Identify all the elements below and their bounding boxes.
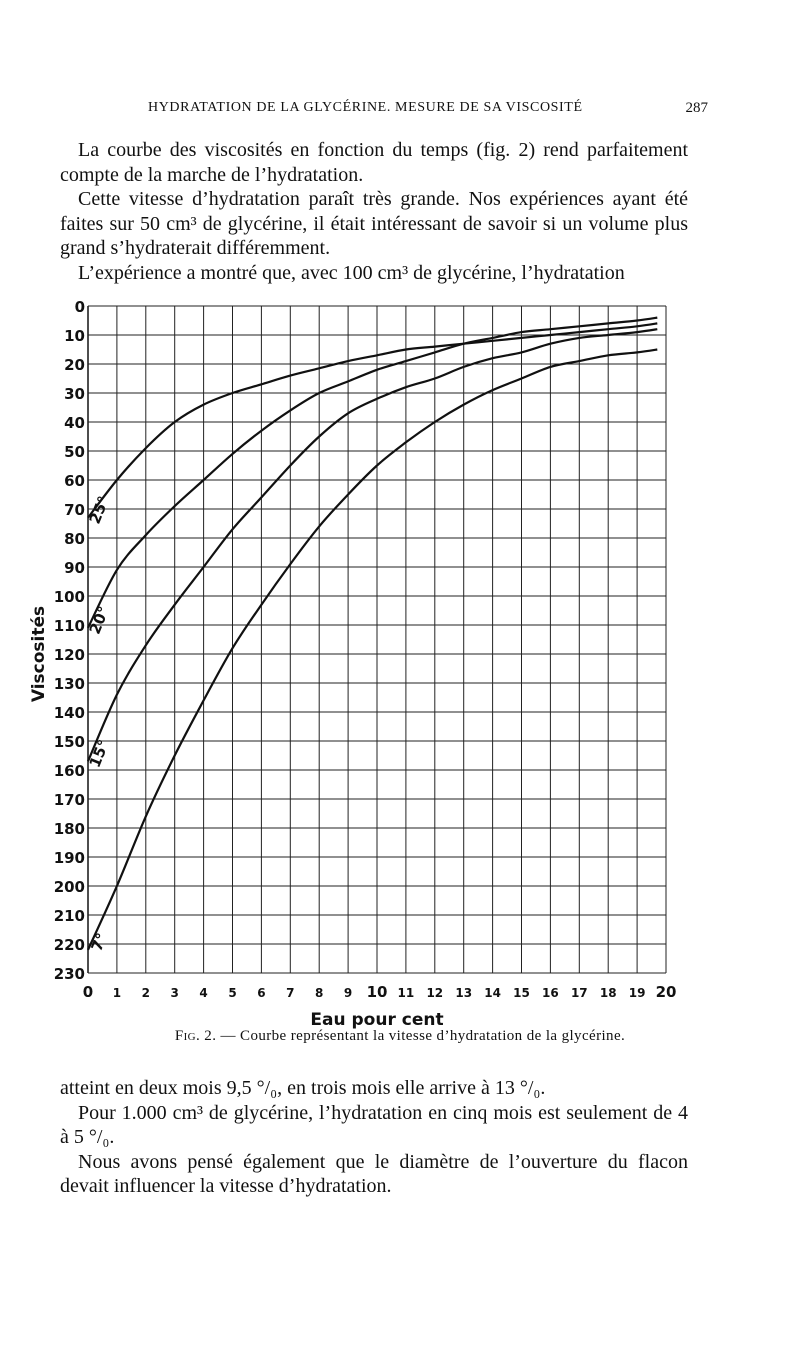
curve-label: 20°: [85, 603, 113, 637]
x-tick-label: 19: [628, 986, 646, 1000]
paragraph-continuation: atteint en deux mois 9,5 °/₀, en trois mois elle arrive à 13 °/₀.: [60, 1077, 546, 1099]
figure-caption: [0, 1028, 800, 1045]
y-tick-label: 90: [64, 559, 85, 577]
x-tick-label: 16: [542, 986, 559, 1000]
x-tick-label: 7: [286, 986, 295, 1000]
body-text-before-figure: [60, 138, 688, 286]
curve-label: 7°: [87, 930, 111, 954]
y-tick-label: 100: [53, 588, 85, 606]
chart-grid: [85, 306, 666, 973]
curve-label: 25°: [85, 493, 113, 527]
x-tick-label: 11: [397, 986, 415, 1000]
y-tick-label: 210: [53, 907, 85, 925]
x-tick-labels: [83, 983, 677, 1001]
y-tick-label: 50: [64, 443, 85, 461]
y-tick-label: 190: [53, 849, 85, 867]
y-tick-label: 150: [53, 733, 85, 751]
x-tick-label: 14: [484, 986, 501, 1000]
figure-caption-text: — Courbe représentant la vitesse d’hydratation de la glycérine.: [220, 1028, 626, 1044]
y-tick-label: 20: [64, 356, 85, 374]
x-tick-label: 9: [343, 986, 353, 1000]
x-tick-label: 15: [513, 986, 530, 1000]
y-tick-label: 180: [53, 820, 85, 838]
y-tick-label: 30: [64, 385, 85, 403]
y-axis-label: Viscosités: [29, 605, 49, 703]
page-header: [148, 100, 708, 124]
x-tick-label: 1: [112, 986, 122, 1000]
series-curve: [85, 329, 657, 761]
x-tick-label: 0: [82, 983, 94, 1001]
body-text-after-figure: [60, 1076, 688, 1199]
x-tick-label: 17: [570, 986, 588, 1000]
series-curve: [88, 323, 657, 517]
y-tick-label: 80: [64, 530, 85, 548]
paragraph: La courbe des viscosités en fonction du temps (fig. 2) rend parfaitement compte de la marche de l’hydratation.: [60, 139, 688, 186]
x-tick-label: 20: [655, 983, 677, 1001]
chart-curves: [85, 318, 657, 950]
x-tick-label: 13: [455, 986, 473, 1000]
paragraph-continued: L’expérience a montré que, avec 100 cm³ de glycérine, l’hydratation: [78, 261, 625, 284]
y-tick-label: 130: [53, 675, 85, 693]
y-tick-label: 120: [53, 646, 85, 664]
paragraph: Nous avons pensé également que le diamètre de l’ouverture du flacon devait influencer la vitesse d’hydratation.: [60, 1150, 688, 1198]
y-tick-label: 200: [53, 878, 85, 896]
x-tick-label: 12: [426, 986, 444, 1000]
y-tick-label: 110: [53, 617, 85, 635]
y-tick-label: 10: [64, 327, 85, 345]
x-tick-label: 8: [315, 986, 324, 1000]
y-tick-label: 40: [64, 414, 85, 432]
running-head: HYDRATATION DE LA GLYCÉRINE. MESURE DE SA VISCOSITÉ: [148, 100, 583, 115]
y-tick-label: 160: [53, 762, 85, 780]
y-tick-label: 60: [64, 472, 85, 490]
x-tick-label: 10: [366, 983, 388, 1001]
x-tick-label: 3: [170, 986, 179, 1000]
curve-labels: [86, 494, 113, 954]
x-tick-label: 5: [228, 986, 237, 1000]
y-tick-label: 230: [53, 965, 85, 983]
series-curve: [85, 350, 657, 950]
y-tick-label: 0: [74, 298, 85, 316]
x-tick-label: 18: [599, 986, 617, 1000]
curve-label: 15°: [85, 737, 113, 771]
viscosity-chart: [20, 292, 710, 1032]
y-tick-label: 220: [53, 936, 85, 954]
y-tick-label: 70: [64, 501, 85, 519]
x-tick-label: 2: [141, 986, 150, 1000]
y-tick-label: 140: [53, 704, 85, 722]
x-tick-label: 6: [257, 986, 266, 1000]
y-tick-label: 170: [53, 791, 85, 809]
paragraph: Cette vitesse d’hydratation paraît très grande. Nos expériences ayant été faites sur 50 cm³ de glycérine, il était intéressant de savoir si un volume plus grand s’hydraterait différemment.: [60, 188, 688, 260]
x-tick-label: 4: [199, 986, 208, 1000]
y-tick-labels: [54, 298, 85, 983]
page-number: 287: [685, 100, 708, 116]
x-axis-label: Eau pour cent: [310, 1010, 444, 1030]
figure-caption-label: Fig. 2.: [174, 1028, 217, 1044]
paragraph: Pour 1.000 cm³ de glycérine, l’hydratation en cinq mois est seulement de 4 à 5 °/₀.: [60, 1101, 688, 1149]
